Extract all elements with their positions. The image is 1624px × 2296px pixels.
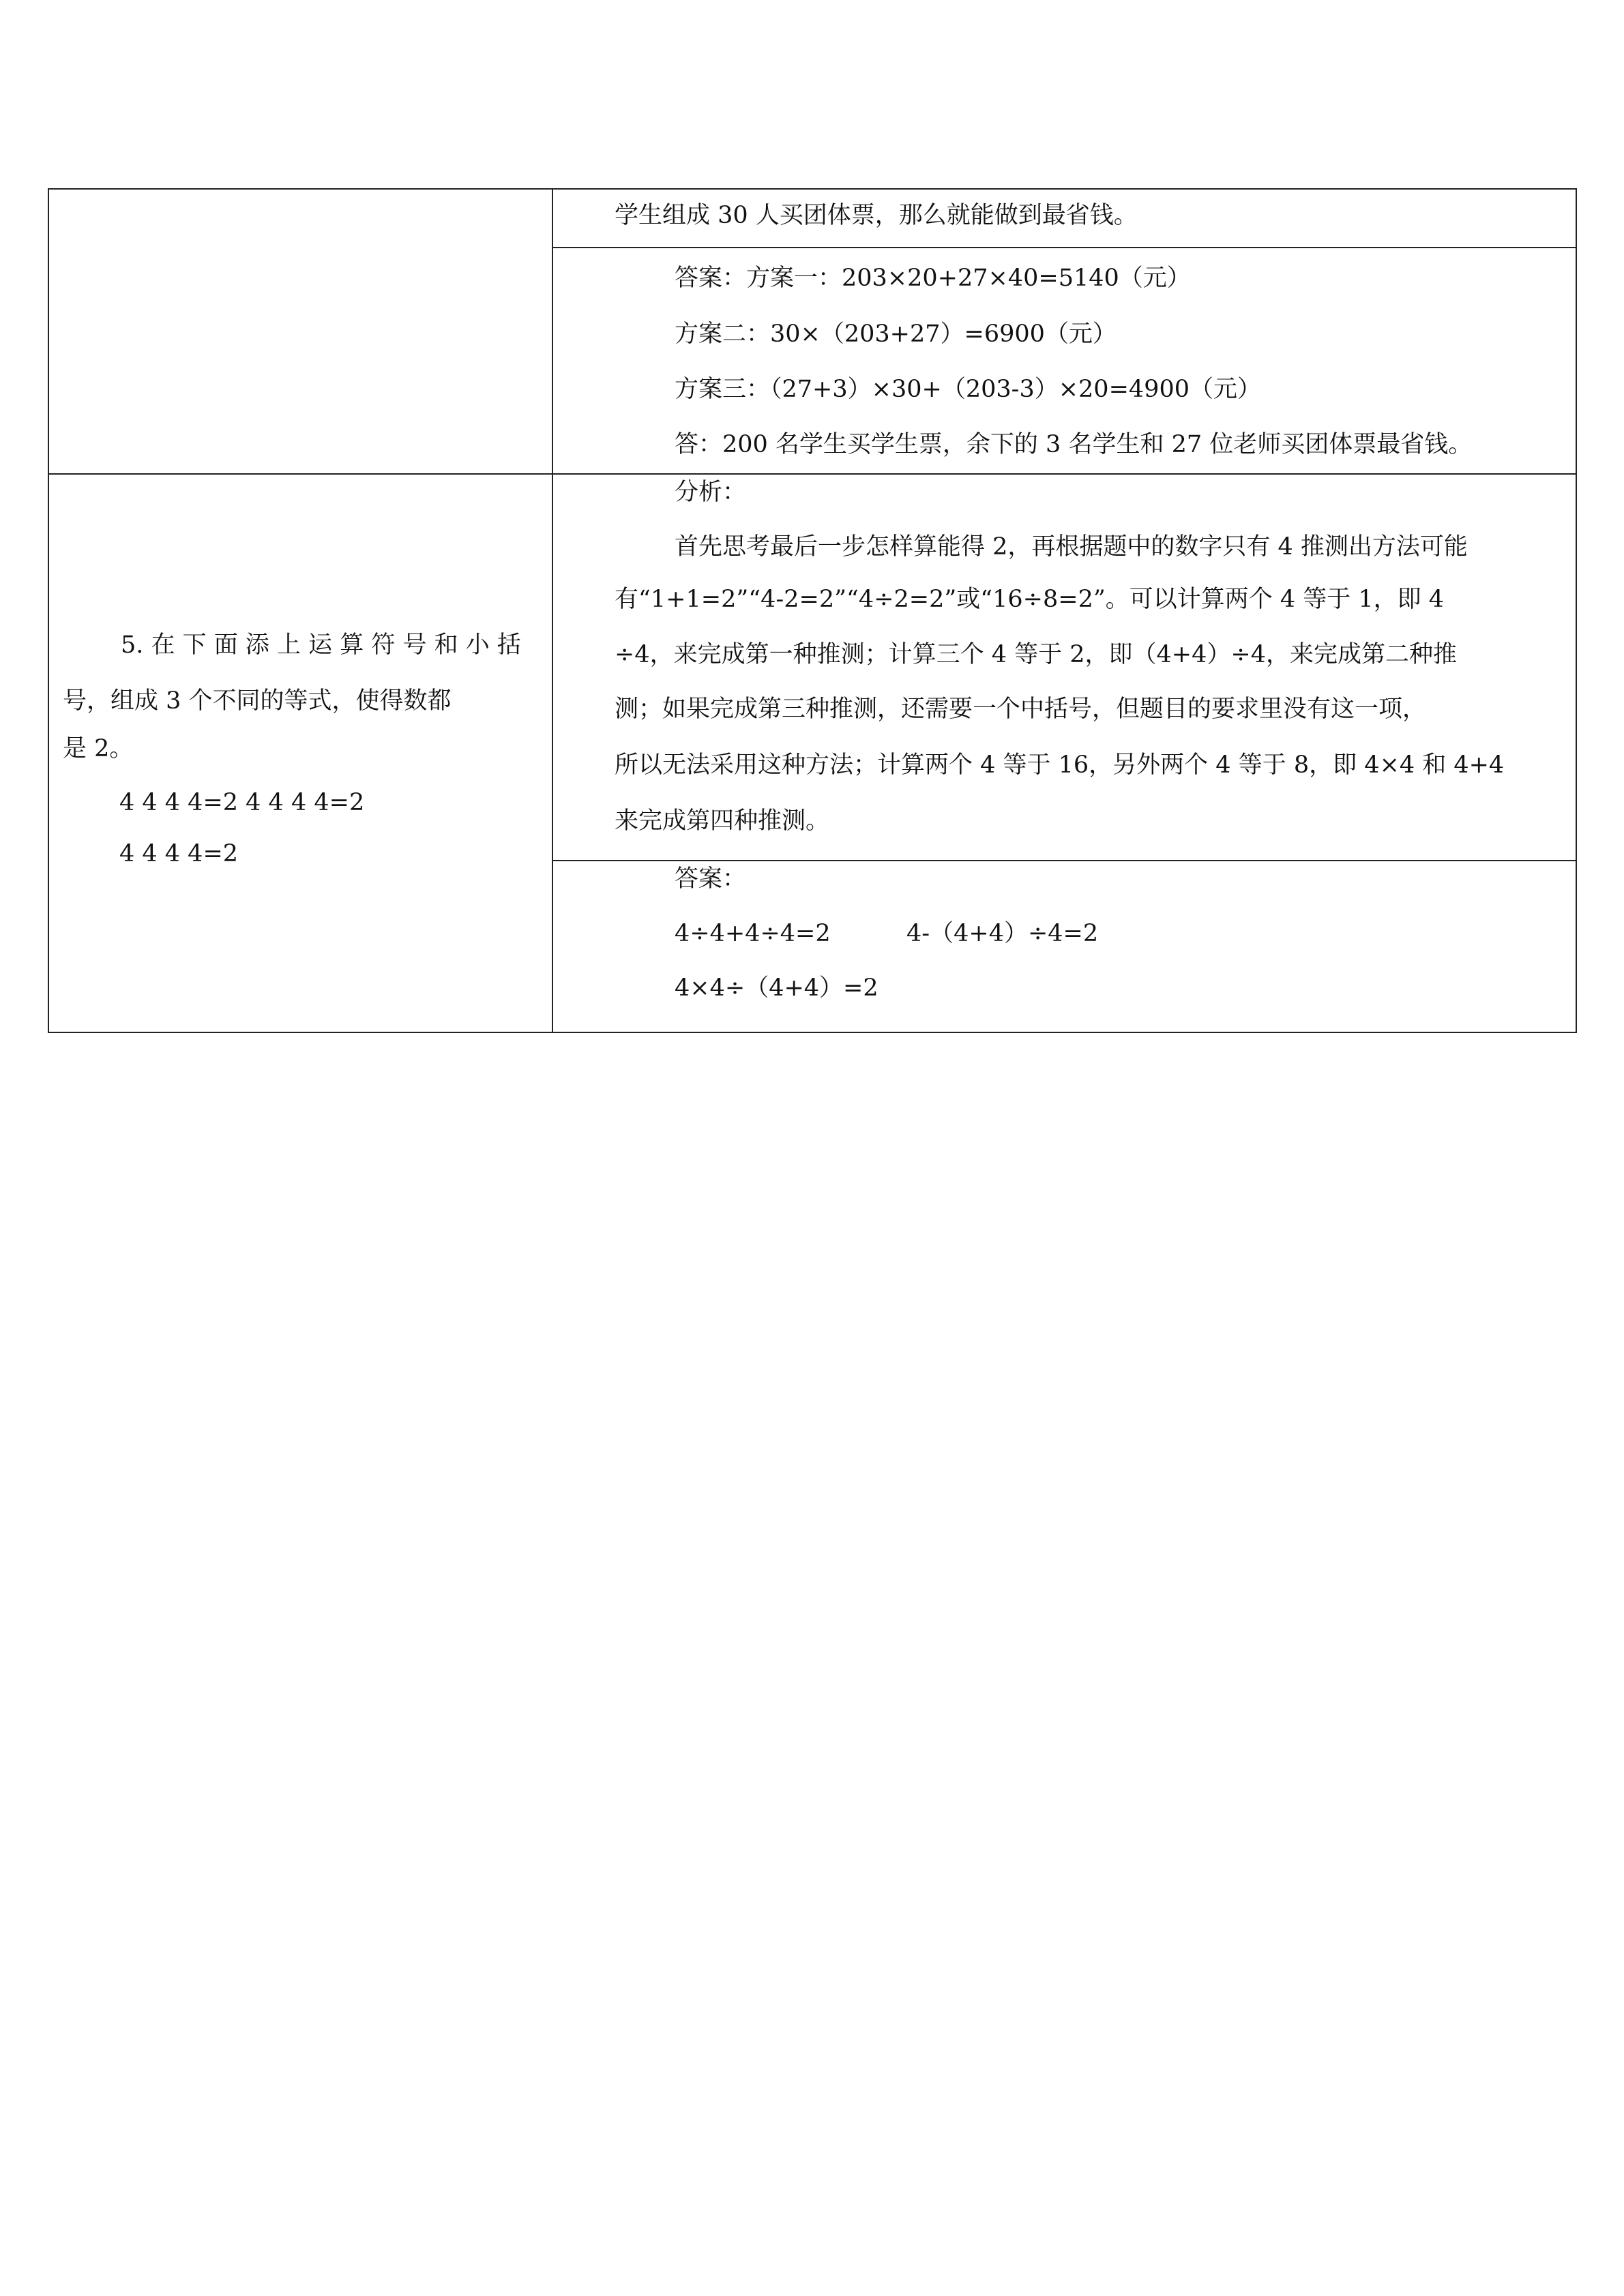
plan-one-line: 答案：方案一：203×20+27×40=5140（元） bbox=[675, 265, 1191, 292]
equation-line: 4 4 4 4=2 bbox=[119, 840, 239, 867]
plan-three-line: 方案三：（27+3）×30+（203-3）×20=4900（元） bbox=[675, 376, 1261, 403]
answer-cell bbox=[553, 861, 1577, 1034]
answer-equation-one: 4÷4+4÷4=2 bbox=[675, 920, 831, 947]
analysis-line: 有“1+1=2”“4-2=2”“4÷2=2”或“16÷8=2”。可以计算两个 4 等于 1，即 4 bbox=[615, 586, 1445, 613]
continuation-text: 学生组成 30 人买团体票，那么就能做到最省钱。 bbox=[615, 202, 1138, 229]
equation-line: 4 4 4 4=2 4 4 4 4=2 bbox=[119, 789, 365, 816]
analysis-line: ÷4，来完成第一种推测；计算三个 4 等于 2，即（4+4）÷4，来完成第二种推 bbox=[615, 641, 1457, 668]
solution-table bbox=[48, 188, 1577, 1033]
final-answer-line: 答：200 名学生买学生票，余下的 3 名学生和 27 位老师买团体票最省钱。 bbox=[675, 431, 1473, 458]
question-cell bbox=[49, 475, 552, 1034]
analysis-line: 测；如果完成第三种推测，还需要一个中括号，但题目的要求里没有这一项， bbox=[615, 696, 1427, 723]
analysis-label: 分析： bbox=[675, 479, 747, 506]
question-line: 是 2。 bbox=[63, 735, 134, 762]
analysis-cell bbox=[553, 475, 1577, 860]
analysis-line: 来完成第四种推测。 bbox=[615, 807, 830, 835]
analysis-line: 所以无法采用这种方法；计算两个 4 等于 16，另外两个 4 等于 8，即 4×4 和 4+4 bbox=[615, 751, 1505, 779]
question-line: 号，组成 3 个不同的等式，使得数都 bbox=[63, 687, 452, 715]
continuation-cell bbox=[553, 190, 1577, 247]
answer-label: 答案： bbox=[675, 865, 747, 893]
plan-two-line: 方案二：30×（203+27）=6900（元） bbox=[675, 320, 1117, 348]
answer-equation-two: 4-（4+4）÷4=2 bbox=[906, 920, 1099, 947]
analysis-line: 首先思考最后一步怎样算能得 2，再根据题中的数字只有 4 推测出方法可能 bbox=[675, 533, 1468, 561]
plan-answer-cell bbox=[553, 248, 1577, 473]
answer-equation-three: 4×4÷（4+4）=2 bbox=[675, 974, 879, 1002]
question-line: 5. 在 下 面 添 上 运 算 符 号 和 小 括 bbox=[121, 631, 521, 659]
